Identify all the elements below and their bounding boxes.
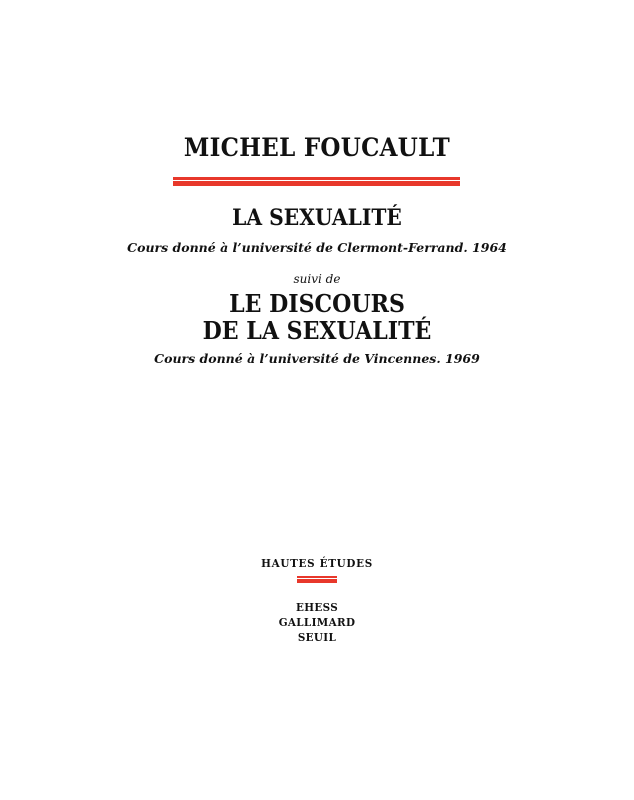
- author-rule-thick: [173, 181, 460, 186]
- series-name: HAUTES ÉTUDES: [261, 556, 373, 570]
- book-subtitle-1: Cours donné à l’université de Clermont-Ferrand. 1964: [127, 240, 507, 255]
- book-title-2: [25, 290, 608, 344]
- connector-text: suivi de: [293, 272, 341, 286]
- publisher-gallimard: GALLIMARD: [278, 615, 356, 629]
- book-title-2-line-1: LE DISCOURS: [229, 289, 405, 318]
- book-title-2-line-2: DE LA SEXUALITÉ: [202, 316, 432, 345]
- series-rule: [297, 576, 337, 583]
- series-rule-thick: [297, 579, 337, 583]
- publisher-seuil: SEUIL: [297, 630, 337, 644]
- book-title-1: LA SEXUALITÉ: [232, 205, 402, 231]
- author-rule: [173, 177, 460, 186]
- author-name: MICHEL FOUCAULT: [183, 133, 451, 162]
- publisher-ehess: EHESS: [295, 600, 339, 614]
- book-subtitle-2: Cours donné à l’université de Vincennes. 1969: [154, 351, 480, 366]
